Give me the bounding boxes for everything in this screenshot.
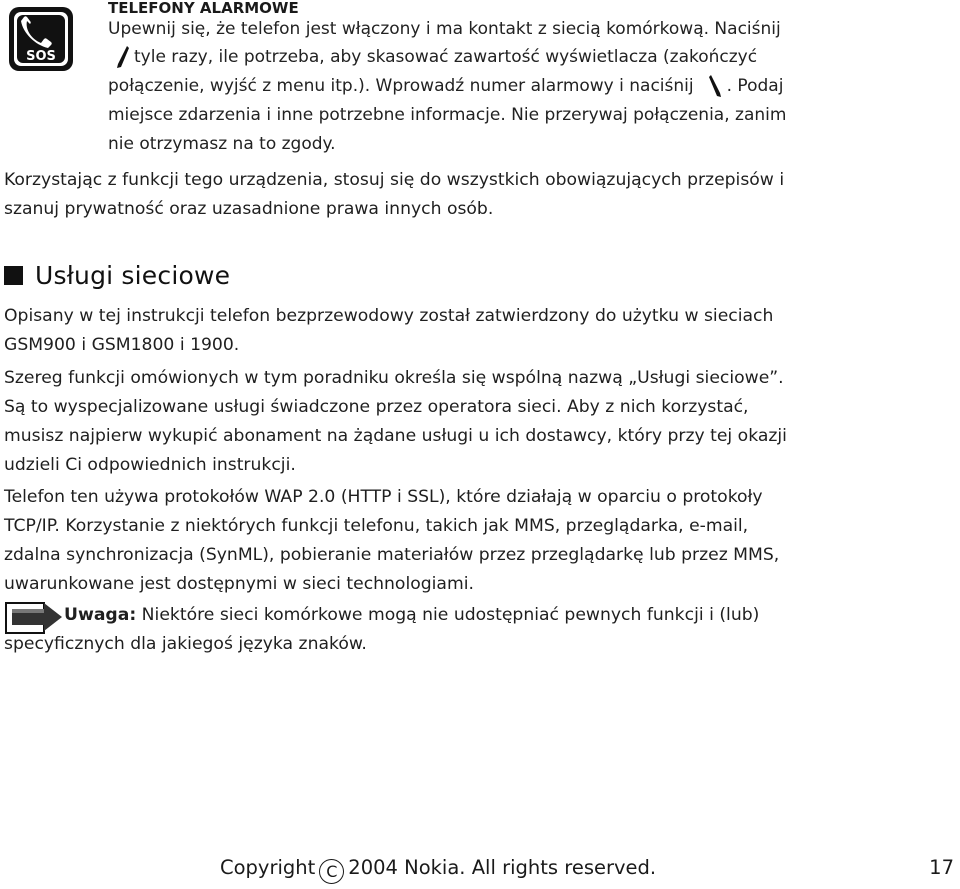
note-paragraph bbox=[4, 601, 954, 659]
privacy-line-2: szanuj prywatność oraz uzasadnione prawa innych osób. bbox=[4, 199, 494, 219]
paragraph-3-line-2: TCP/IP. Korzystanie z niektórych funkcji telefonu, takich jak MMS, przeglądarka, e-mail, bbox=[4, 516, 749, 536]
note-line-1-text: Niektóre sieci komórkowe mogą nie udostępniać pewnych funkcji i (lub) bbox=[136, 605, 760, 625]
paragraph-3-line-1: Telefon ten używa protokołów WAP 2.0 (HTTP i SSL), które działają w oparciu o protokoły bbox=[4, 487, 763, 507]
emergency-line-3-text-b: . Podaj bbox=[726, 76, 784, 96]
sos-label: SOS bbox=[26, 49, 56, 64]
page-number: 17 bbox=[929, 856, 954, 879]
paragraph-1-line-1: Opisany w tej instrukcji telefon bezprzewodowy został zatwierdzony do użytku w sieciach bbox=[4, 306, 774, 326]
paragraph-2 bbox=[4, 364, 954, 480]
emergency-title: TELEFONY ALARMOWE bbox=[108, 0, 299, 17]
emergency-section bbox=[108, 0, 948, 159]
note-line-1 bbox=[4, 601, 954, 630]
copyright-prefix: Copyright bbox=[220, 856, 316, 879]
emergency-line-2-text: tyle razy, ile potrzeba, aby skasować zawartość wyświetlacza (zakończyć bbox=[134, 47, 758, 67]
emergency-line-5: nie otrzymasz na to zgody. bbox=[108, 134, 336, 154]
privacy-line-1: Korzystając z funkcji tego urządzenia, stosuj się do wszystkich obowiązujących przepisów i bbox=[4, 170, 785, 190]
copyright-suffix: 2004 Nokia. All rights reserved. bbox=[348, 856, 657, 879]
call-key-icon bbox=[708, 74, 722, 98]
emergency-line-3 bbox=[108, 72, 948, 101]
emergency-line-2 bbox=[108, 43, 948, 72]
paragraph-1-line-2: GSM900 i GSM1800 i 1900. bbox=[4, 335, 240, 355]
note-line-2: specyficznych dla jakiegoś języka znaków. bbox=[4, 634, 367, 654]
emergency-line-1: Upewnij się, że telefon jest włączony i ma kontakt z siecią komórkową. Naciśnij bbox=[108, 19, 781, 39]
copyright-symbol-icon: C bbox=[319, 859, 344, 884]
paragraph-3-line-4: uwarunkowane jest dostępnymi w sieci technologiami. bbox=[4, 574, 474, 594]
call-end-key-icon bbox=[116, 45, 130, 69]
paragraph-2-line-3: musisz najpierw wykupić abonament na żądane usługi u ich dostawcy, który przy tej okazji bbox=[4, 426, 787, 446]
section-heading bbox=[4, 258, 230, 292]
privacy-paragraph bbox=[4, 166, 954, 224]
paragraph-2-line-2: Są to wyspecjalizowane usługi świadczone przez operatora sieci. Aby z nich korzystać, bbox=[4, 397, 749, 417]
note-label: Uwaga: bbox=[64, 605, 137, 625]
paragraph-2-line-1: Szereg funkcji omówionych w tym poradniku określa się wspólną nazwą „Usługi sieciowe”. bbox=[4, 368, 784, 388]
paragraph-3-line-3: zdalna synchronizacja (SynML), pobieranie materiałów przez przeglądarkę lub przez MMS, bbox=[4, 545, 780, 565]
footer-copyright bbox=[220, 856, 656, 884]
heading-bullet-icon bbox=[4, 266, 23, 285]
sos-phone-icon bbox=[7, 5, 75, 73]
emergency-line-3-text-a: połączenie, wyjść z menu itp.). Wprowadź numer alarmowy i naciśnij bbox=[108, 76, 694, 96]
section-title: Usługi sieciowe bbox=[35, 260, 231, 290]
emergency-line-4: miejsce zdarzenia i inne potrzebne informacje. Nie przerywaj połączenia, zanim bbox=[108, 105, 787, 125]
paragraph-3 bbox=[4, 483, 954, 599]
paragraph-1 bbox=[4, 302, 954, 360]
paragraph-2-line-4: udzieli Ci odpowiednich instrukcji. bbox=[4, 455, 296, 475]
